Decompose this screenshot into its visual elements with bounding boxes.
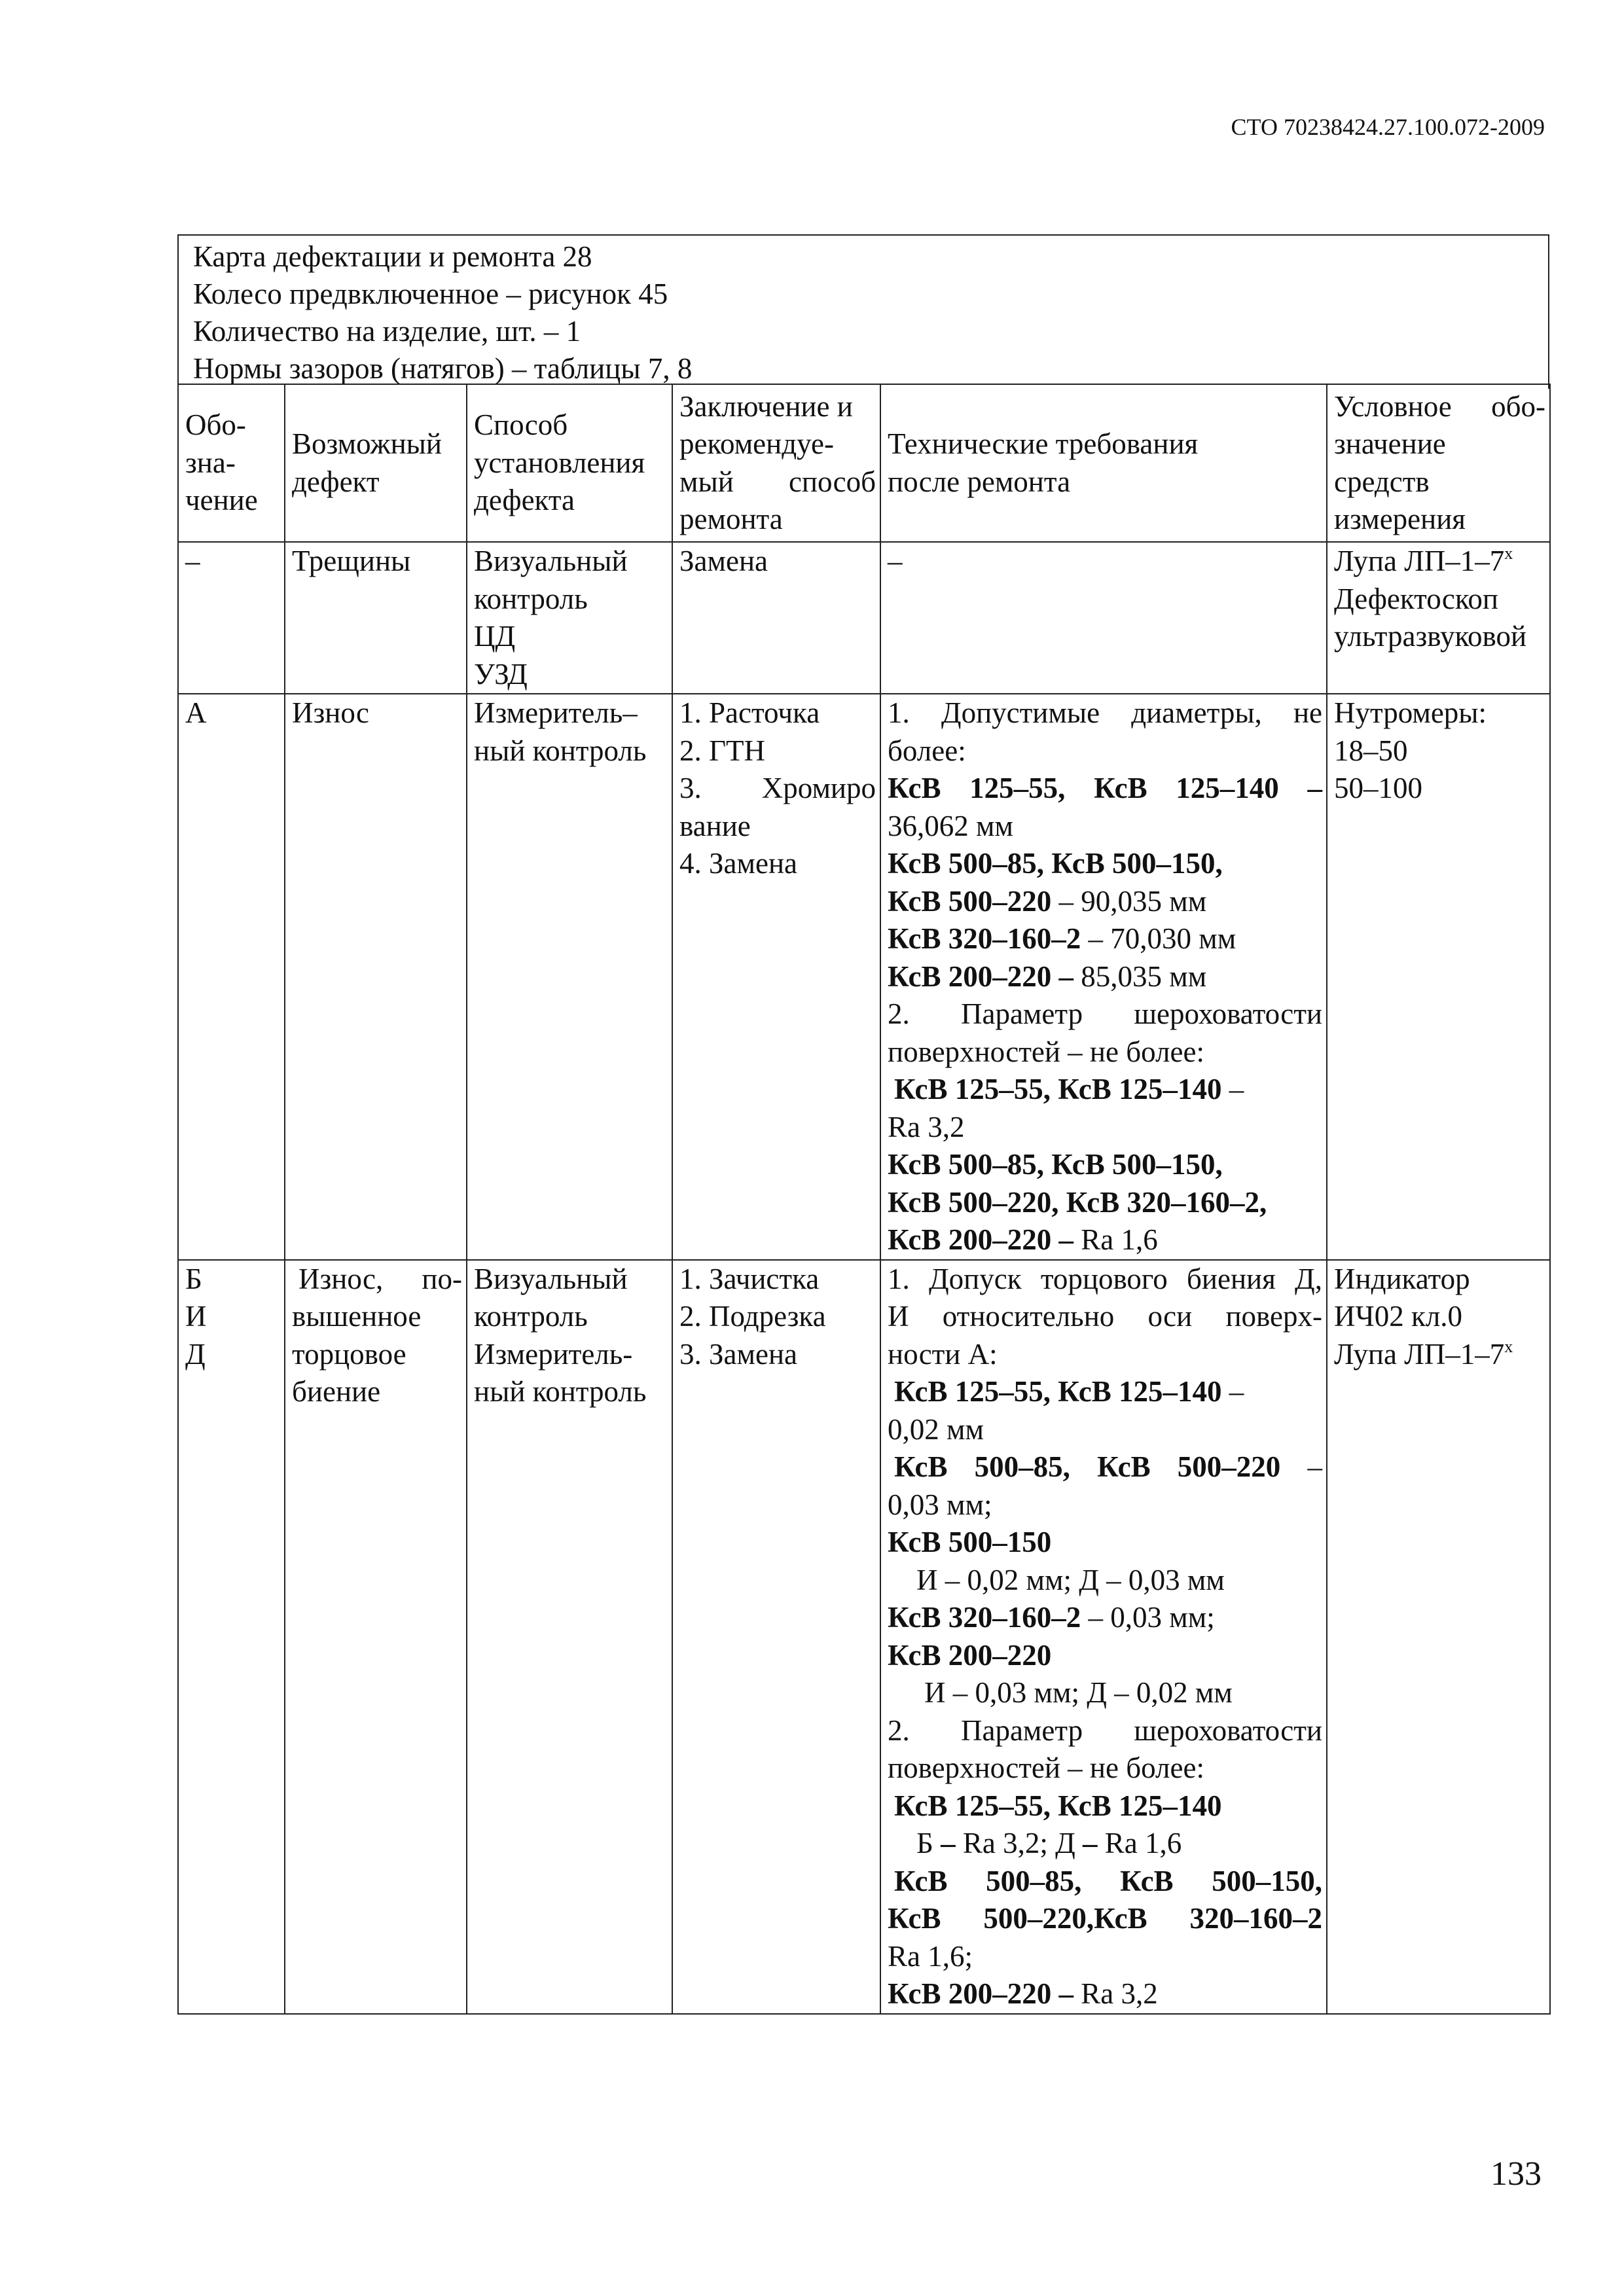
instrument-magnifier: Лупа ЛП–1–7 bbox=[1334, 1337, 1505, 1371]
cell-designation: – bbox=[178, 542, 285, 694]
cell-method: Измеритель– ный контроль bbox=[467, 694, 672, 1260]
cell-requirements: – bbox=[880, 542, 1327, 694]
card-quantity: Количество на изделие, шт. – 1 bbox=[193, 315, 581, 348]
table-row bbox=[178, 542, 1550, 694]
cell-instruments: Лупа $ЛП-1-7^х$ Дефектоскоп ультразвуковой bbox=[1327, 542, 1550, 694]
cell-conclusion: 1. Зачистка 2. Подрезка 3. Замена bbox=[672, 1260, 880, 2014]
cell-requirements: 1. Допустимые диаметры, не более: КсВ 125–55, КсВ 125–140 – 36,062 мм КсВ 500–85, КсВ 500–150, КсВ 500–220 – 90,035 мм КсВ 320–160–2 – 70,030 мм КсВ 200–220 – 85,035 мм 2. Параметр шероховатости поверхностей – не более: КсВ 125–55, КсВ 125–140 – Ra 3,2 КсВ 500–85, КсВ 500–150, КсВ 500–220, КсВ 320–160–2, КсВ 200–220 – Ra 1,6 bbox=[880, 694, 1327, 1260]
cell-instruments: Индикатор ИЧ02 кл.0 Лупа $ЛП-1-7^х$ bbox=[1327, 1260, 1550, 2014]
cell-defect: Трещины bbox=[285, 542, 467, 694]
page-number: 133 bbox=[1490, 2155, 1542, 2193]
cell-method: Визуальный контроль ЦД УЗД bbox=[467, 542, 672, 694]
superscript-mark: х bbox=[1504, 544, 1513, 563]
column-header-requirements: Технические требования после ремонта bbox=[880, 384, 1327, 542]
card-title: Карта дефектации и ремонта 28 bbox=[193, 240, 592, 273]
cell-conclusion: 1. Расточка 2. ГТН 3. Хромиро вание 4. Замена bbox=[672, 694, 880, 1260]
cell-requirements: 1. Допуск торцового биения Д, И относительно оси поверх- ности А: КсВ 125–55, КсВ 125–140 – 0,02 мм КсВ 500–85, КсВ 500–220 – 0,03 мм; КсВ 500–150 И – 0,02 мм; Д – 0,03 мм КсВ 320–160–2 – 0,03 мм; КсВ 200–220 И – 0,03 мм; Д – 0,02 мм 2. Параметр шероховатости поверхностей – не более: КсВ 125–55, КсВ 125–140 Б – Ra 3,2; Д – Ra 1,6 КсВ 500–85, КсВ 500–150, КсВ 500–220,КсВ 320–160–2 Ra 1,6; КсВ 200–220 – Ra 3,2 bbox=[880, 1260, 1327, 2014]
document-code: СТО 70238424.27.100.072-2009 bbox=[1231, 114, 1545, 140]
instrument-magnifier: Лупа ЛП–1–7 bbox=[1334, 545, 1505, 577]
defect-repair-table bbox=[177, 384, 1551, 2015]
cell-instruments: Нутромеры: 18–50 50–100 bbox=[1327, 694, 1550, 1260]
card-part: Колесо предвключенное – рисунок 45 bbox=[193, 278, 668, 310]
column-header-designation: Обо- зна- чение bbox=[178, 384, 285, 542]
table-row bbox=[178, 1260, 1550, 2014]
superscript-mark: х bbox=[1504, 1336, 1513, 1356]
table-header-row bbox=[178, 384, 1550, 542]
card-norms: Нормы зазоров (натягов) – таблицы 7, 8 bbox=[193, 352, 693, 385]
column-header-conclusion: Заключение и рекомендуе- мый способ ремонта bbox=[672, 384, 880, 542]
table-row bbox=[178, 694, 1550, 1260]
cell-designation: Б И Д bbox=[178, 1260, 285, 2014]
cell-conclusion: Замена bbox=[672, 542, 880, 694]
cell-defect: Износ bbox=[285, 694, 467, 1260]
cell-designation: А bbox=[178, 694, 285, 1260]
card-header-box bbox=[177, 234, 1549, 389]
column-header-method: Способ установления дефекта bbox=[467, 384, 672, 542]
cell-method: Визуальный контроль Измеритель- ный контроль bbox=[467, 1260, 672, 2014]
column-header-instruments: Условное обо- значение средств измерения bbox=[1327, 384, 1550, 542]
cell-defect: Износ, по- вышенное торцовое биение bbox=[285, 1260, 467, 2014]
column-header-defect: Возможный дефект bbox=[285, 384, 467, 542]
